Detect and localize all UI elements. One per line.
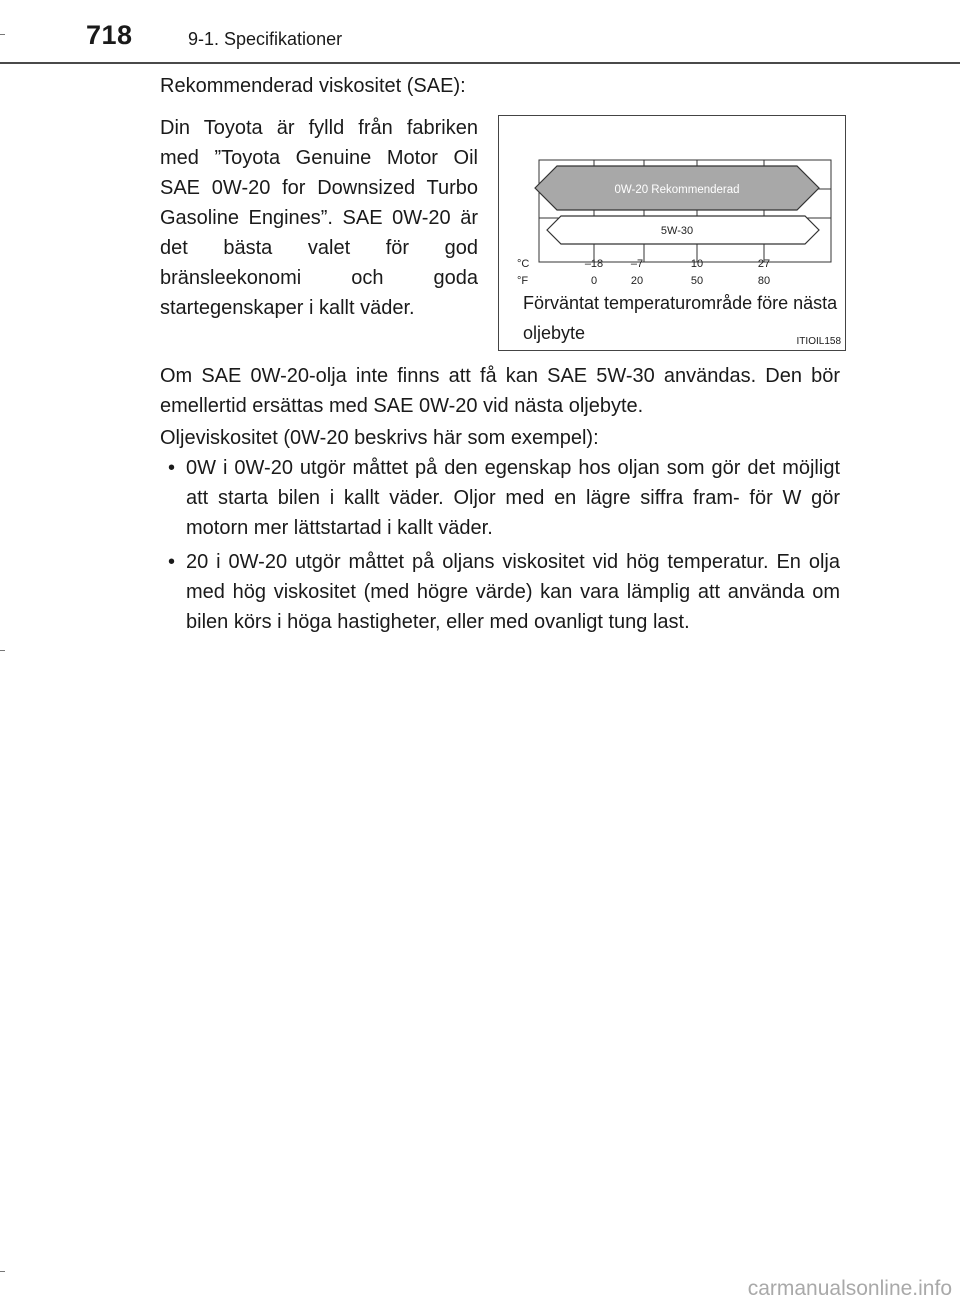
crop-mark bbox=[0, 34, 5, 35]
tick-fahrenheit: 0 bbox=[590, 275, 598, 287]
tick-celsius: 27 bbox=[757, 258, 771, 270]
bullet-icon: • bbox=[168, 457, 176, 479]
crop-mark bbox=[0, 650, 5, 651]
viscosity-bullet-list bbox=[160, 453, 840, 641]
viscosity-intro: Oljeviskositet (0W-20 beskrivs här som exempel): bbox=[160, 427, 599, 449]
watermark: carmanualsonline.info bbox=[747, 1277, 952, 1300]
tick-celsius: –7 bbox=[630, 258, 644, 270]
page-header bbox=[0, 0, 960, 62]
alternative-label: 5W-30 bbox=[660, 225, 694, 237]
temperature-range-figure bbox=[498, 115, 846, 351]
fahrenheit-unit: °F bbox=[517, 275, 529, 287]
tick-celsius: 10 bbox=[690, 258, 704, 270]
tick-fahrenheit: 20 bbox=[630, 275, 644, 287]
intro-paragraph: Din Toyota är fylld från fabriken med ”Toyota Genuine Motor Oil SAE 0W-20 for Downsized Turbo Gasoline Engines”. SAE 0W-20 är det bästa valet för god bränsleekonomi och goda startegenskaper i kallt väder. bbox=[160, 117, 478, 319]
figure-code: ITIOIL158 bbox=[796, 336, 841, 347]
bullet-icon: • bbox=[168, 551, 176, 573]
celsius-unit: °C bbox=[517, 258, 530, 270]
bullet-text: 20 i 0W-20 utgör måttet på oljans viskositet vid hög temperatur. En olja med hög viskositet (med högre värde) kan vara lämplig att använda om bilen körs i höga hastigheter, eller med ovanligt tung last. bbox=[186, 551, 840, 633]
tick-celsius: –18 bbox=[584, 258, 604, 270]
tick-fahrenheit: 80 bbox=[757, 275, 771, 287]
page-number: 718 bbox=[86, 20, 133, 50]
tick-fahrenheit: 50 bbox=[690, 275, 704, 287]
figure-caption: Förväntat temperaturområde före nästa oljebyte bbox=[523, 293, 838, 343]
bullet-text: 0W i 0W-20 utgör måttet på den egenskap hos oljan som gör det möjligt att starta bilen i kallt väder. Oljor med en lägre siffra fram- för W gör motorn mer lättstartad i kallt väder. bbox=[186, 457, 840, 539]
header-rule bbox=[0, 62, 960, 64]
recommended-label: 0W-20 Rekommenderad bbox=[614, 184, 740, 196]
list-item bbox=[160, 453, 840, 543]
alternative-oil-paragraph: Om SAE 0W-20-olja inte finns att få kan SAE 5W-30 användas. Den bör emellertid ersättas med SAE 0W-20 vid nästa oljebyte. bbox=[160, 365, 840, 417]
crop-mark bbox=[0, 1271, 5, 1272]
list-item bbox=[160, 547, 840, 637]
viscosity-heading: Rekommenderad viskositet (SAE): bbox=[160, 75, 466, 97]
section-title: 9-1. Specifikationer bbox=[188, 29, 343, 49]
